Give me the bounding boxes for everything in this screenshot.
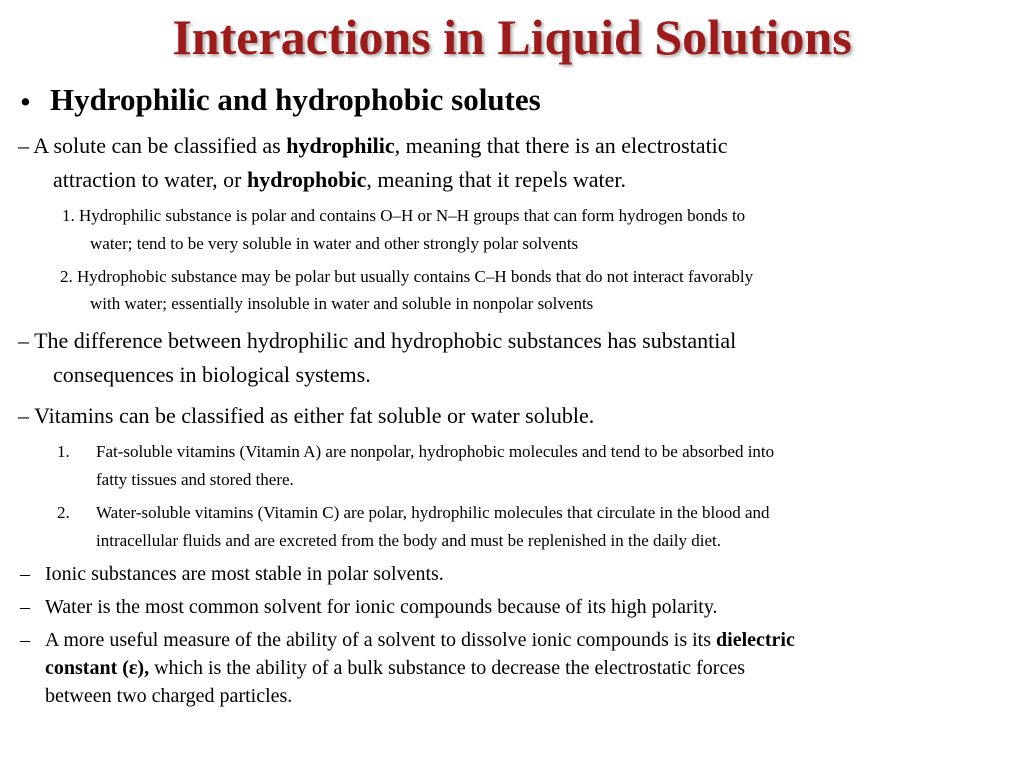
vitamin-item-water-line1: Water-soluble vitamins (Vitamin C) are polar, hydrophilic molecules that circulate in the blood and [96,503,770,522]
point-dielectric-line2 [45,654,745,682]
text-run: – A solute can be classified as [18,133,287,158]
point-dielectric-line1 [45,626,795,654]
text-run: which is the ability of a bulk substance to decrease the electrostatic forces [149,657,745,679]
term-hydrophilic: hydrophilic [286,133,395,158]
term-dielectric-constant: constant (ε), [45,657,150,679]
vitamin-item-number: 1. [57,442,70,461]
slide-title: Interactions in Liquid Solutions [172,9,852,65]
sub-item-hydrophilic-line1: 1. Hydrophilic substance is polar and contains O–H or N–H groups that can form hydrogen bonds to [62,206,746,225]
vitamin-item-water-line2: intracellular fluids and are excreted from the body and must be replenished in the daily diet. [96,531,722,550]
bullet-heading: Hydrophilic and hydrophobic solutes [50,82,541,117]
text-run: attraction to water, or [53,167,247,192]
paragraph-classification-line1 [18,133,728,159]
text-run: , meaning that it repels water. [366,167,627,192]
term-hydrophobic: hydrophobic [246,167,367,192]
term-dielectric: dielectric [716,629,795,651]
dash-marker: – [20,563,30,585]
sub-item-hydrophobic-line2: with water; essentially insoluble in water and soluble in nonpolar solvents [90,294,594,313]
paragraph-difference-line2: consequences in biological systems. [53,362,371,387]
sub-item-hydrophobic-line1: 2. Hydrophobic substance may be polar but usually contains C–H bonds that do not interact favorably [60,267,754,286]
dash-marker: – [20,629,30,651]
bullet-marker: • [20,84,31,119]
text-run: , meaning that there is an electrostatic [394,133,728,158]
paragraph-classification-line2 [53,167,626,193]
point-water-solvent: Water is the most common solvent for ionic compounds because of its high polarity. [45,596,718,618]
dash-marker: – [20,596,30,618]
vitamin-item-number: 2. [57,503,70,522]
vitamin-item-fat-line1: Fat-soluble vitamins (Vitamin A) are nonpolar, hydrophobic molecules and tend to be absorbed into [96,442,775,461]
point-ionic-stability: Ionic substances are most stable in polar solvents. [45,563,444,585]
point-dielectric-line3: between two charged particles. [45,685,293,707]
paragraph-vitamins: – Vitamins can be classified as either fat soluble or water soluble. [18,403,595,428]
vitamin-item-fat-line2: fatty tissues and stored there. [96,470,294,489]
sub-item-hydrophilic-line2: water; tend to be very soluble in water and other strongly polar solvents [90,234,579,253]
text-run: A more useful measure of the ability of a solvent to dissolve ionic compounds is its [45,629,717,651]
paragraph-difference-line1: – The difference between hydrophilic and hydrophobic substances has substantial [18,328,737,353]
